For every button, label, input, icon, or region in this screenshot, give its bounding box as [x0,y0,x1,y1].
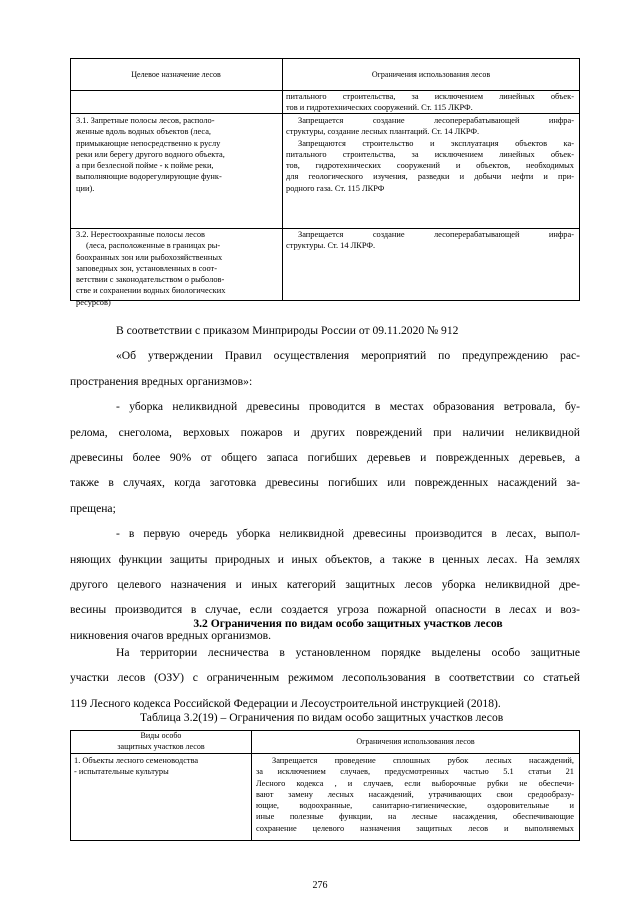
section-body [70,640,580,716]
table-1-row-3-2-right: Запрещается создание лесоперерабатывающей инфра- структуры. Ст. 14 ЛКРФ. [286,230,574,251]
table-1-row-3-1-right: Запрещается создание лесоперерабатывающей инфра- структуры, создание лесных плантаций. Ст. 14 ЛКРФ. Запрещаются строительство и эксплуатация объектов ка- питального строительства, за исключением линейных объек- тов, гидротехнических сооружений и объектов, необходимых для геологического изучения, разведки и добычи нефти и при- родного газа. Ст. 115 ЛКРФ [286,116,574,193]
table-2-header-left: Виды особо защитных участков лесов [117,731,205,751]
paragraph-line: участки лесов (ОЗУ) с ограниченным режимом лесопользования в соответствии со статьей [70,671,580,685]
table-2-row-1-right: Запрещается проведение сплошных рубок лесных насаждений, за исключением случаев, предусмотренных частью 5.1 статьи 21 Лесного кодекса , и случаев, если выборочные рубки не обеспечи- вают замену лесных насаждений, утрачивающих свои средообразу- ющие, водоохранные, санитарно-гигиенические, оздоровительные и иные полезные функции, на лесные насаждения, обеспечивающие сохранение целевого назначения защитных лесов и выполняемых [256,756,574,833]
table-2-header-right: Ограничения использования лесов [356,737,475,746]
paragraph-line: пространения вредных организмов»: [70,374,253,388]
table-1-header-left: Целевое назначение лесов [131,70,221,79]
section-title: 3.2 Ограничения по видам особо защитных участков лесов [193,617,503,630]
paragraph-line: - уборка неликвидной древесины проводится в местах образования ветровала, бу- [116,400,580,414]
paragraph-line: няющих функции защиты природных и иных объектов, а также в ценных лесах. На землях [70,552,580,566]
paragraph-line: «Об утверждении Правил осуществления мероприятий по предупреждению рас- [116,349,580,363]
paragraph-line: релома, снеголома, верховых пожаров и других повреждений при наличии неликвидной [70,425,580,439]
paragraph-line: В соответствии с приказом Минприроды России от 09.11.2020 № 912 [116,324,459,337]
table-1-header-right: Ограничения использования лесов [371,70,491,79]
paragraph-line: никновения очагов вредных организмов. [70,628,272,642]
paragraph-line: другого целевого назначения и иных категорий защитных лесов уборка неликвидной дре- [70,577,580,591]
paragraph-line: весины производится в случае, если создается угроза пожарной опасности в лесах и воз- [70,603,580,617]
table-1-row-3-1-left: 3.1. Запретные полосы лесов, располо- женные вдоль водных объектов (леса, примыкающие непосредственно к руслу реки или берегу другого водного объекта, а при безлесной пойме - к пойме реки, выполняющие водорегулирующие функ- ции). [76,116,225,193]
paragraph-line: также в случаях, когда заготовка древесины погибших или поврежденных насаждений за- [70,476,580,490]
paragraph-line: - в первую очередь уборка неликвидной древесины производится в лесах, выпол- [116,527,580,541]
paragraph-line: прещена; [70,501,116,515]
page-number: 276 [312,880,328,891]
table-1-row-3-2-left: 3.2. Нерестоохранные полосы лесов (леса, расположенные в границах ры- боохранных зон или рыбохозяйственных заповедных зон, установленных в соот- ветствии с законодательством о рыболов- стве и сохранении водных биологических ресурсов) [76,230,226,307]
paragraph-line: На территории лесничества в установленном порядке выделены особо защитные [116,646,580,659]
table-2-row-1-left: 1. Объекты лесного семеноводства - испытательные культуры [74,756,199,777]
paragraph-line: древесины более 90% от общего запаса погибших деревьев и поврежденных деревьев, а [70,450,580,464]
body-text [70,318,580,648]
paragraph-line: 119 Лесного кодекса Российской Федерации и Лесоустроительной инструкцией (2018). [70,696,501,710]
table-1-continuation-cell: питального строительства, за исключением линейных объек- тов и гидротехнических сооружений. Ст. 115 ЛКРФ. [286,92,574,113]
table-2-caption: Таблица 3.2(19) – Ограничения по видам особо защитных участков лесов [140,711,504,724]
